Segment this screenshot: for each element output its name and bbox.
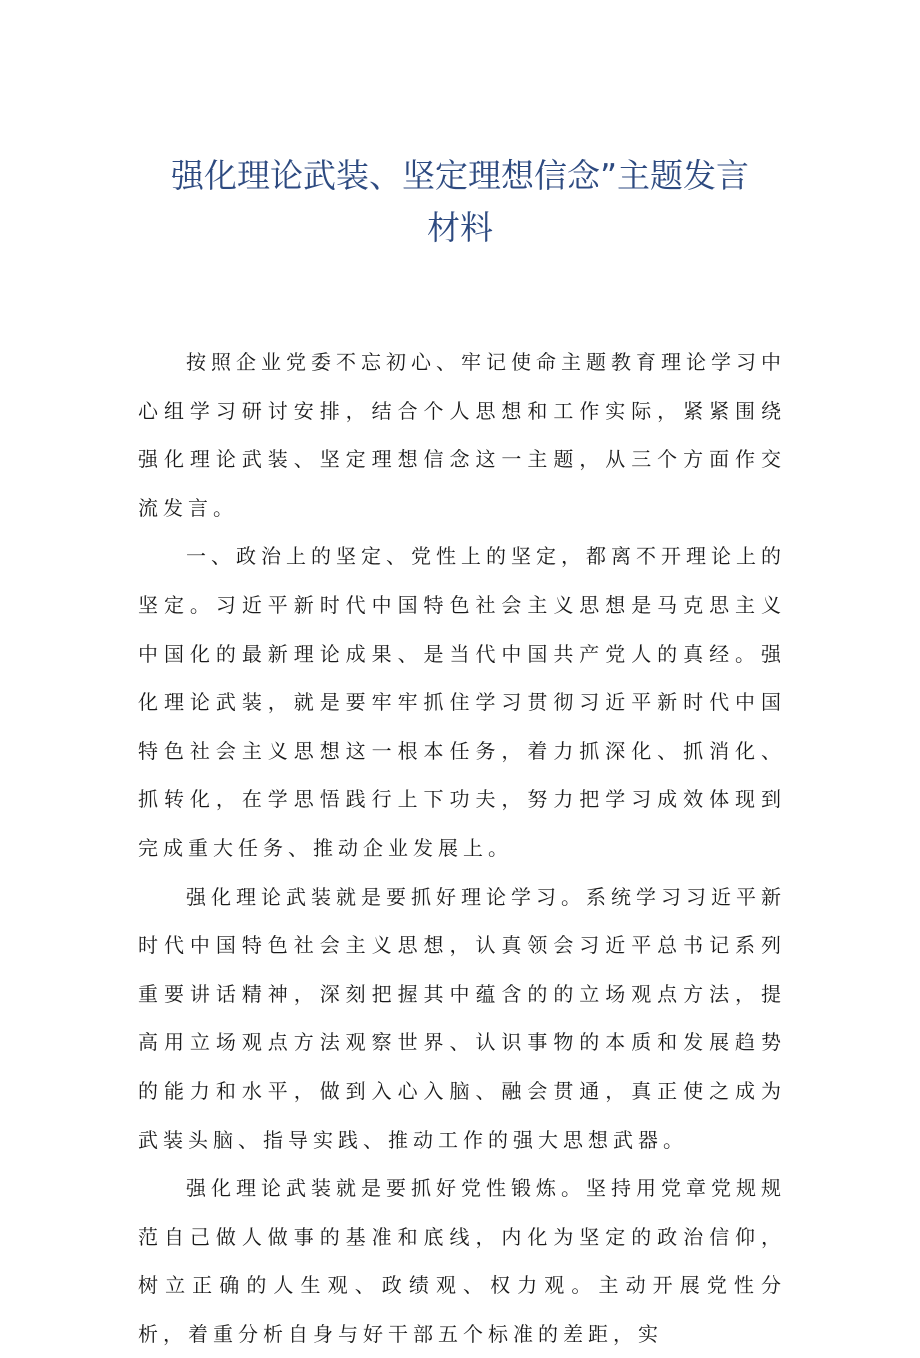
document-body <box>138 338 786 1358</box>
document-title <box>150 150 770 254</box>
paragraph-intro: 按照企业党委不忘初心、牢记使命主题教育理论学习中心组学习研讨安排，结合个人思想和工作实际，紧紧围绕强化理论武装、坚定理想信念这一主题，从三个方面作交流发言。 <box>138 350 786 520</box>
paragraph-theory-study: 强化理论武装就是要抓好理论学习。系统学习习近平新时代中国特色社会主义思想，认真领会习近平总书记系列重要讲话精神，深刻把握其中蕴含的的立场观点方法，提高用立场观点方法观察世界、认识事物的本质和发展趋势的能力和水平，做到入心入脑、融会贯通，真正使之成为武装头脑、指导实践、推动工作的强大思想武器。 <box>138 884 786 1152</box>
paragraph-section-1: 一、政治上的坚定、党性上的坚定，都离不开理论上的坚定。习近平新时代中国特色社会主义思想是马克思主义中国化的最新理论成果、是当代中国共产党人的真经。强化理论武装，就是要牢牢抓住学习贯彻习近平新时代中国特色社会主义思想这一根本任务，着力抓深化、抓消化、抓转化，在学思悟践行上下功夫，努力把学习成效体现到完成重大任务、推动企业发展上。 <box>138 544 786 860</box>
title-line-2: 材料 <box>427 208 493 247</box>
title-line-1: 强化理论武装、坚定理想信念”主题发言 <box>170 156 750 195</box>
paragraph-party-training: 强化理论武装就是要抓好党性锻炼。坚持用党章党规规范自己做人做事的基准和底线，内化为坚定的政治信仰，树立正确的人生观、政绩观、权力观。主动开展党性分析，着重分析自身与好干部五个标准的差距，实 <box>138 1176 786 1346</box>
